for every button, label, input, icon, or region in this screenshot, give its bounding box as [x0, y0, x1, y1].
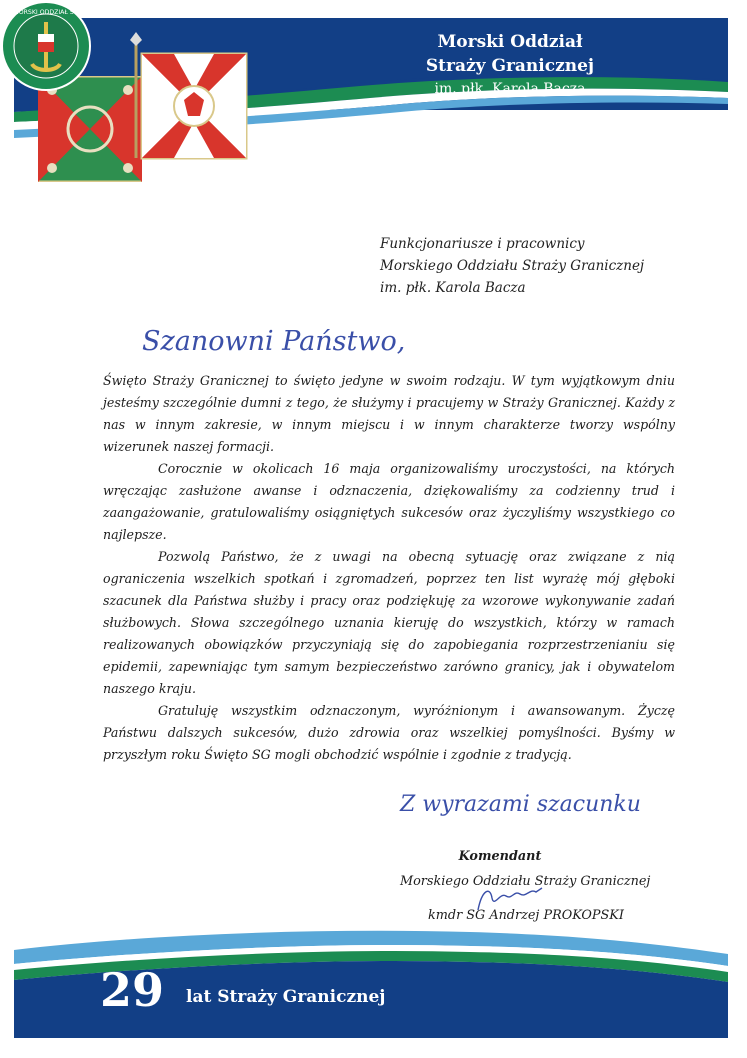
handwritten-closing [398, 775, 688, 825]
emblem-text: MORSKI ODDZIAŁ SG [13, 9, 79, 16]
closing-text: Z wyrazami szacunku [400, 792, 641, 817]
footer-years-number: 29 [100, 963, 165, 1017]
body-paragraph-2: Corocznie w okolicach 16 maja organizowaliśmy uroczystości, na których wręczając zasłużone awanse i odznaczenia, dziękowaliśmy za codzienny trud i zaangażowanie, gratulowaliśmy osiągniętych sukcesów oraz życzyliśmy wszystkiego co najlepsze. [103, 461, 675, 542]
body-paragraph-3: Pozwolą Państwo, że z uwagi na obecną sytuację oraz związane z nią ograniczenia wszelkich spotkań i zgromadzeń, poprzez ten list wyrażę mój głęboki szacunek dla Państwa służby i pracy oraz podziękuję za wzorowe wykonywanie zadań służbowych. Słowa szczególnego uznania kieruję do wszystkich, którzy w ramach realizowanych obowiązków przyczyniają się do zapobiegania rozprzestrzenianiu się epidemii, zapewniając tym samym bezpieczeństwo zarówno granicy, jak i obywatelom naszego kraju. [103, 549, 675, 696]
white-red-flag-image [124, 30, 248, 160]
handwritten-signature [470, 880, 550, 920]
org-name-line1: Morski Oddział [437, 32, 583, 52]
unit-emblem-icon [0, 0, 92, 92]
organization-name [395, 30, 625, 100]
addressee-line1: Funkcjonariusze i pracownicy [380, 236, 585, 252]
signature-block [390, 846, 710, 927]
org-name-line3: im. płk. Karola Bacza [434, 81, 586, 97]
addressee-block [380, 233, 710, 299]
signatory-unit: Morskiego Oddziału Straży Granicznej [400, 874, 651, 889]
signatory-title: Komendant [458, 849, 542, 864]
handwritten-salutation [140, 310, 440, 370]
org-name-line2: Straży Granicznej [425, 56, 595, 76]
body-paragraph-1: Święto Straży Granicznej to święto jedyne w swoim rodzaju. W tym wyjątkowym dniu jesteśmy szczególnie dumni z tego, że służymy i pracujemy w Straży Granicznej. Każdy z nas w innym zakresie, w innym miejscu i w innym charakterze tworzy wspólny wizerunek naszej formacji. [103, 373, 675, 454]
body-paragraph-4: Gratuluję wszystkim odznaczonym, wyróżnionym i awansowanym. Życzę Państwu dalszych sukcesów, dużo zdrowia oraz wszelkiej pomyślności. Byśmy w przyszłym roku Święto SG mogli obchodzić wspólnie i zgodnie z tradycją. [103, 703, 675, 762]
header-band [0, 0, 747, 200]
addressee-line2: Morskiego Oddziału Straży Granicznej [380, 258, 645, 274]
addressee-line3: im. płk. Karola Bacza [380, 280, 526, 296]
letter-body [103, 370, 675, 766]
salutation-text: Szanowni Państwo, [142, 326, 406, 357]
footer-years-text: lat Straży Granicznej [186, 987, 386, 1007]
signatory-name: kmdr SG Andrzej PROKOPSKI [428, 908, 624, 923]
